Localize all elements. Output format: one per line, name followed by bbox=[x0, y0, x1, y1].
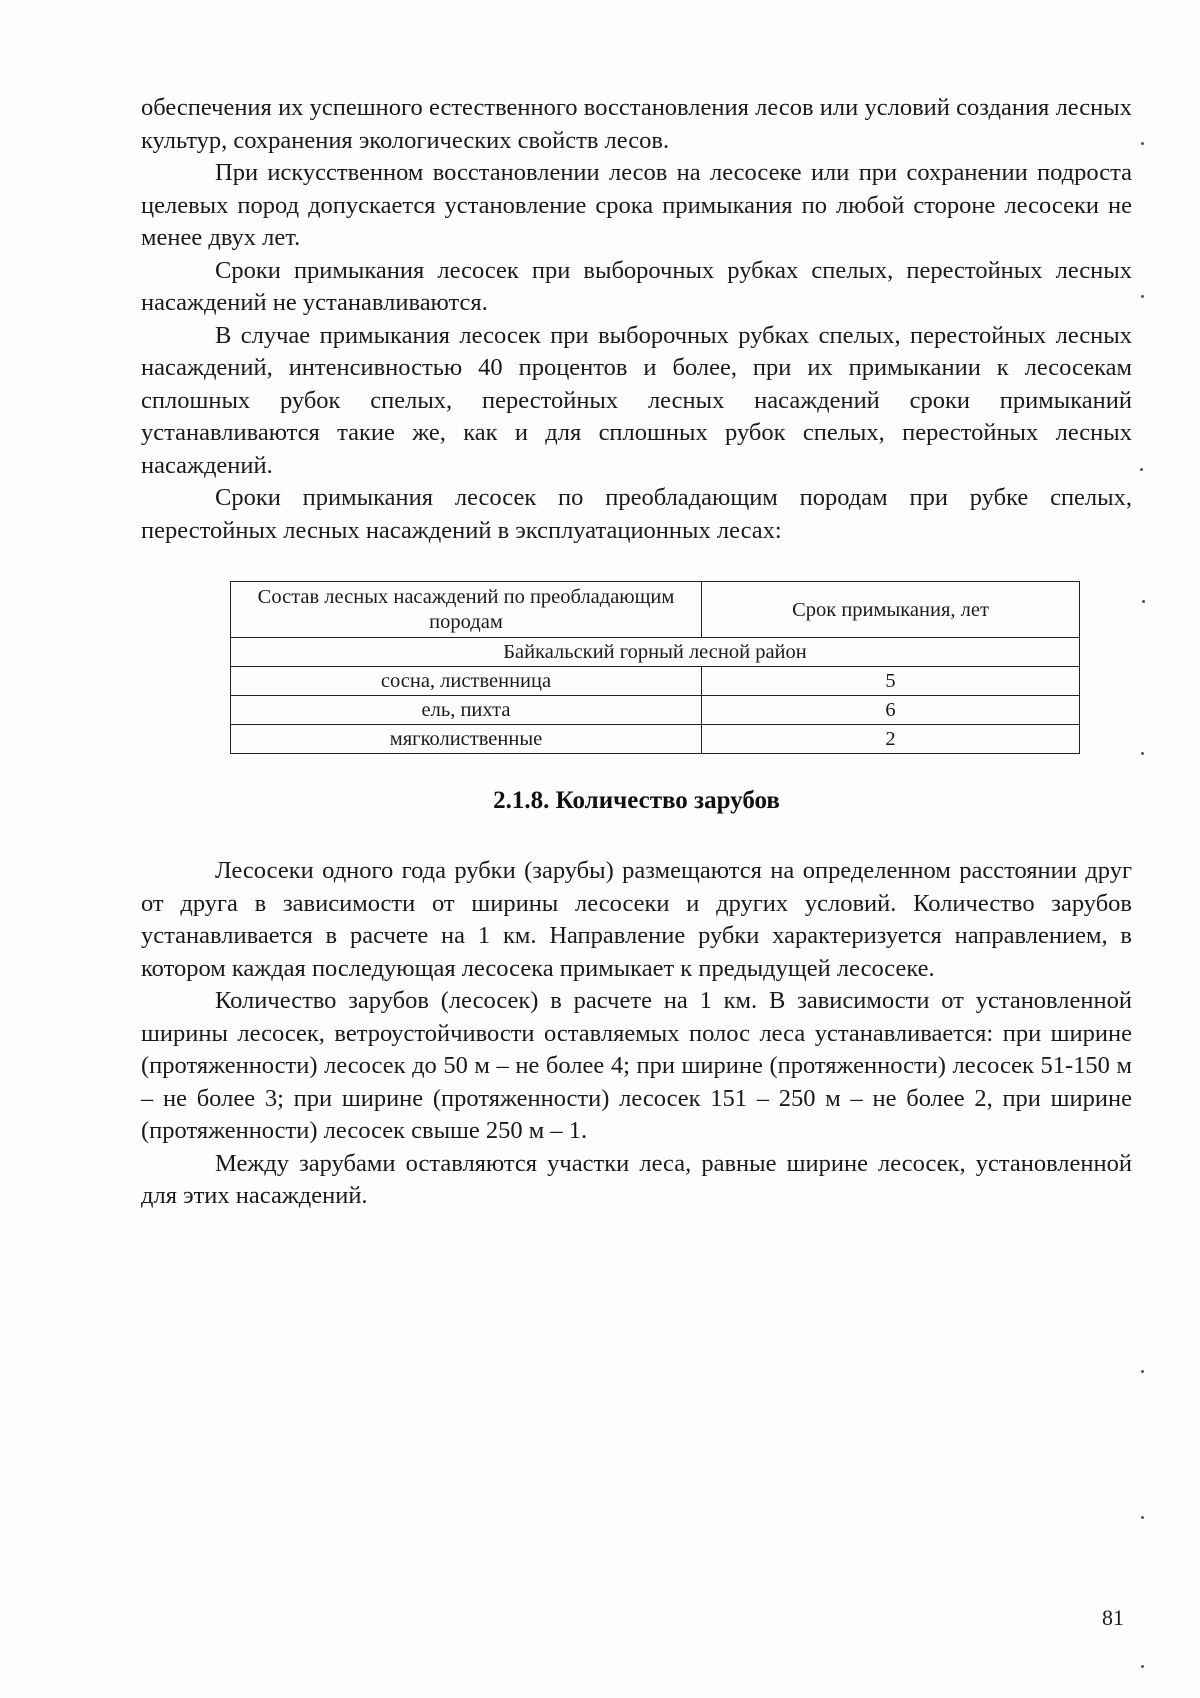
table-row bbox=[231, 725, 1080, 754]
table-row bbox=[231, 667, 1080, 696]
paragraph: Между зарубами оставляются участки леса, равные ширине лесосек, установленной для этих насаждений. bbox=[141, 1149, 1132, 1209]
adjacency-table bbox=[230, 581, 1080, 754]
paragraph: В случае примыкания лесосек при выборочных рубках спелых, перестойных лесных насаждений, интенсивностью 40 процентов и более, при их примыкании к лесосекам сплошных рубок спелых, перестойных лесных насаждений сроки примыканий устанавливаются такие же, как и для сплошных рубок спелых, перестойных лесных насаждений. bbox=[141, 321, 1132, 479]
scan-speck bbox=[1141, 1665, 1144, 1668]
table-row bbox=[231, 696, 1080, 725]
table-region-row bbox=[231, 638, 1080, 667]
scan-speck bbox=[1140, 468, 1143, 471]
table-header-species: Состав лесных насаждений по преобладающим породам bbox=[231, 582, 702, 638]
scan-speck bbox=[1141, 752, 1144, 755]
scan-speck bbox=[1141, 295, 1144, 298]
table-cell-species: мягколиственные bbox=[231, 725, 702, 754]
paragraph: Сроки примыкания лесосек при выборочных рубках спелых, перестойных лесных насаждений не устанавливаются. bbox=[141, 256, 1132, 316]
bottom-text bbox=[141, 855, 1132, 1213]
scan-speck bbox=[1141, 1370, 1144, 1373]
page-number: 81 bbox=[1102, 1605, 1124, 1630]
scan-speck bbox=[1142, 600, 1145, 603]
table-header-row bbox=[231, 582, 1080, 638]
scan-speck bbox=[1141, 142, 1144, 145]
top-text bbox=[141, 92, 1132, 547]
table-cell-years: 6 bbox=[702, 696, 1080, 725]
table-cell-years: 5 bbox=[702, 667, 1080, 696]
paragraph: Лесосеки одного года рубки (зарубы) размещаются на определенном расстоянии друг от друга в зависимости от ширины лесосеки и других условий. Количество зарубов устанавливается в расчете на 1 км. Направление рубки характеризуется направлением, в котором каждая последующая лесосека примыкает к предыдущей лесосеке. bbox=[141, 857, 1132, 982]
table-cell-years: 2 bbox=[702, 725, 1080, 754]
paragraph: При искусственном восстановлении лесов на лесосеке или при сохранении подроста целевых пород допускается установление срока примыкания по любой стороне лесосеки не менее двух лет. bbox=[141, 159, 1132, 251]
paragraph: обеспечения их успешного естественного восстановления лесов или условий создания лесных культур, сохранения экологических свойств лесов. bbox=[141, 94, 1132, 154]
table-cell-species: сосна, лиственница bbox=[231, 667, 702, 696]
table-region-cell: Байкальский горный лесной район bbox=[231, 638, 1080, 667]
scan-speck bbox=[1141, 1516, 1144, 1519]
table-header-years: Срок примыкания, лет bbox=[702, 582, 1080, 638]
paragraph: Количество зарубов (лесосек) в расчете на 1 км. В зависимости от установленной ширины лесосек, ветроустойчивости оставляемых полос леса устанавливается: при ширине (протяженности) лесосек до 50 м – не более 4; при ширине (протяженности) лесосек 51-150 м – не более 3; при ширине (протяженности) лесосек 151 – 250 м – не более 2, при ширине (протяженности) лесосек свыше 250 м – 1. bbox=[141, 987, 1132, 1144]
paragraph: Сроки примыкания лесосек по преобладающим породам при рубке спелых, перестойных лесных насаждений в эксплуатационных лесах: bbox=[141, 484, 1132, 544]
section-heading: 2.1.8. Количество зарубов bbox=[493, 787, 780, 814]
table-cell-species: ель, пихта bbox=[231, 696, 702, 725]
